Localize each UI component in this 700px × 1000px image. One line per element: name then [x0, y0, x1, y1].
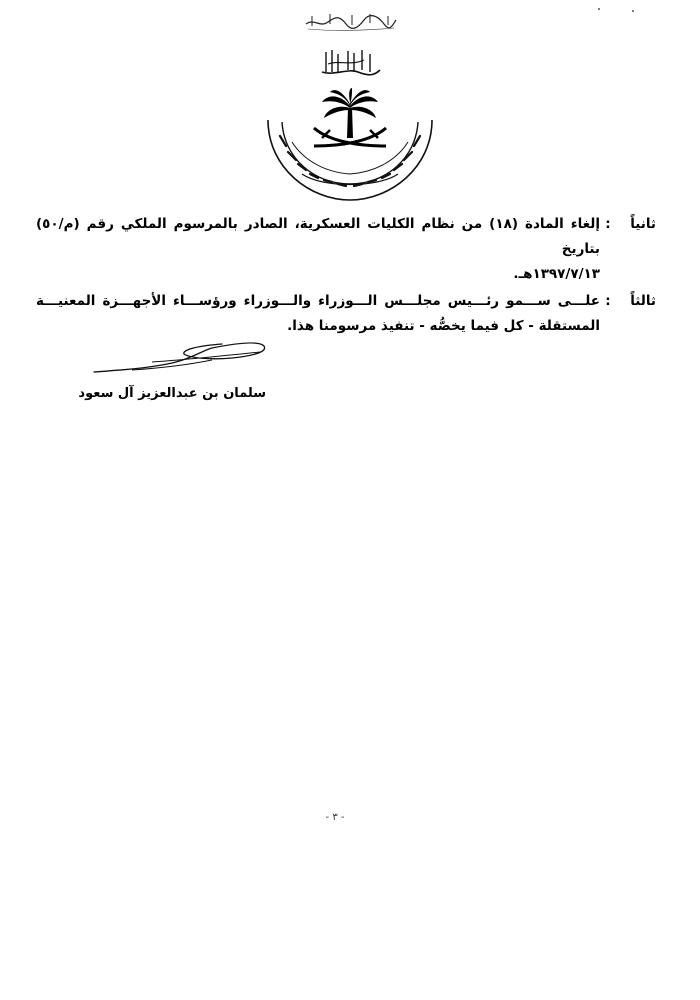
kingdom-arc-calligraphy: [262, 112, 438, 204]
page-number: - ٣ -: [325, 812, 345, 823]
shahada-calligraphy: [318, 48, 382, 78]
decree-clauses: [36, 212, 656, 341]
clause-label: ثانياً: [630, 216, 656, 232]
clause-colon: :: [605, 216, 611, 232]
clause-line: علـــى ســـمو رئـــيس مجلـــس الـــوزراء والـــوزراء ورؤســـاء الأجهـــزة المعنيـــة: [36, 293, 600, 309]
clause-line: المستقلة - كل فيما يخصُّه - تنفيذ مرسومنا هذا.: [287, 318, 600, 334]
clause-second: [36, 212, 656, 287]
clause-colon: :: [605, 293, 611, 309]
clause-line: إلغاء المادة (١٨) من نظام الكليات العسكرية، الصادر بالمرسوم الملكي رقم (م/٥٠) بتاريخ: [36, 216, 600, 257]
handwritten-signature: [92, 332, 270, 384]
scan-speck: [598, 8, 600, 10]
clause-label: ثالثاً: [630, 293, 656, 309]
clause-line: ١٣٩٧/٧/١٣هـ.: [513, 266, 600, 282]
basmala-calligraphy: [300, 10, 400, 32]
clause-text: [36, 212, 600, 287]
scan-speck: [632, 10, 634, 12]
signer-name: سلمان بن عبدالعزيز آل سعود: [78, 386, 266, 401]
